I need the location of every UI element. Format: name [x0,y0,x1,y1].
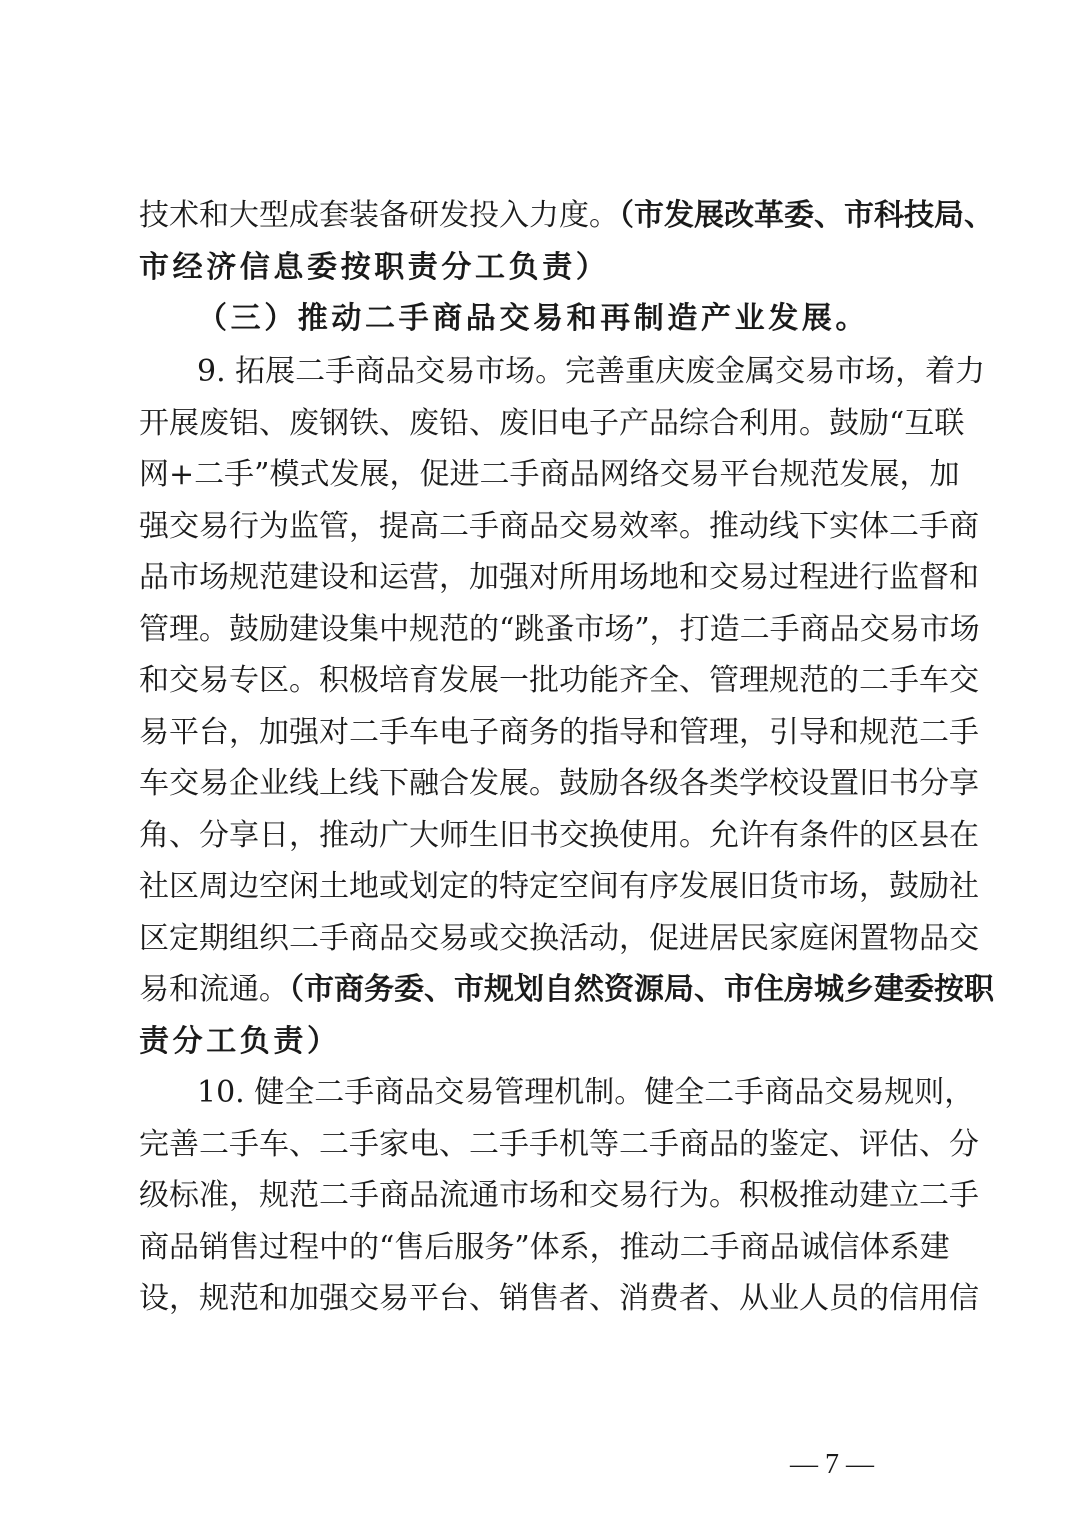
text-line-5: 开展废铝、废钢铁、废铅、废旧电子产品综合利用。鼓励“互联 [139,406,965,441]
text-line-10: 和交易专区。积极培育发展一批功能齐全、管理规范的二手车交 [139,663,979,698]
text-line-6: 网+二手”模式发展，促进二手商品网络交易平台规范发展，加 [139,457,960,492]
text-line-16 [139,970,994,1010]
section-heading: （三）推动二手商品交易和再制造产业发展。 [197,301,869,336]
text-line-19: 完善二手车、二手家电、二手手机等二手商品的鉴定、评估、分 [139,1127,979,1162]
body-text: 技术和大型成套装备研发投入力度。 [139,198,619,233]
page-number: — 7 — [790,1449,874,1480]
text-line-7: 强交易行为监管，提高二手商品交易效率。推动线下实体二手商 [139,509,979,544]
text-line-2: 市经济信息委按职责分工负责） [139,250,610,285]
responsible-departments: （市发展改革委、市科技局、 [619,198,994,233]
text-line-14: 社区周边空闲土地或划定的特定空间有序发展旧货市场，鼓励社 [139,869,979,904]
item-10-first-line: 10. 健全二手商品交易管理机制。健全二手商品交易规则， [197,1075,975,1110]
text-line-8: 品市场规范建设和运营，加强对所用场地和交易过程进行监督和 [139,560,979,595]
item-9-first-line: 9. 拓展二手商品交易市场。完善重庆废金属交易市场，着力 [197,354,986,389]
text-line-13: 角、分享日，推动广大师生旧书交换使用。允许有条件的区县在 [139,818,979,853]
body-text: 易和流通。 [139,972,289,1007]
text-line-17: 责分工负责） [139,1024,341,1059]
text-line-15: 区定期组织二手商品交易或交换活动，促进居民家庭闲置物品交 [139,921,979,956]
text-line-9: 管理。鼓励建设集中规范的“跳蚤市场”，打造二手商品交易市场 [139,612,980,647]
text-line-12: 车交易企业线上线下融合发展。鼓励各级各类学校设置旧书分享 [139,766,979,801]
responsible-departments: （市商务委、市规划自然资源局、市住房城乡建委按职 [289,972,994,1007]
text-line-20: 级标准，规范二手商品流通市场和交易行为。积极推动建立二手 [139,1178,979,1213]
text-line-22: 设，规范和加强交易平台、销售者、消费者、从业人员的信用信 [139,1281,979,1316]
text-line-1 [139,196,994,236]
text-line-11: 易平台，加强对二手车电子商务的指导和管理，引导和规范二手 [139,715,979,750]
text-line-21: 商品销售过程中的“售后服务”体系，推动二手商品诚信体系建 [139,1230,950,1265]
